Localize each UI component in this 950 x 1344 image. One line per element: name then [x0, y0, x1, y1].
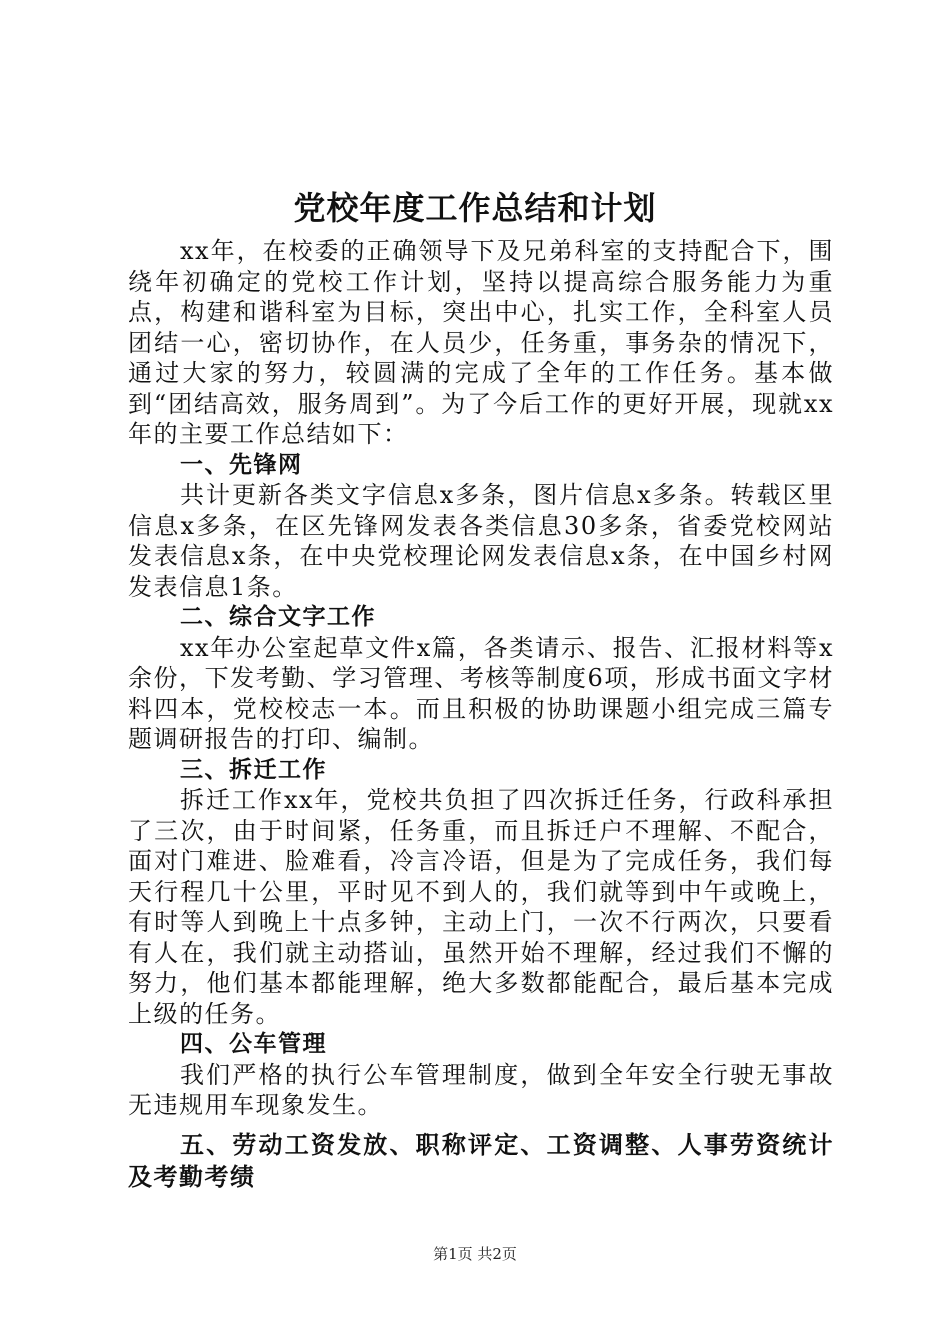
section-heading-5: 五、劳动工资发放、职称评定、工资调整、人事劳资统计及考勤考绩	[128, 1130, 834, 1191]
section-heading-4: 四、公车管理	[180, 1031, 327, 1057]
section-paragraph-3: 拆迁工作xx年，党校共负担了四次拆迁任务，行政科承担了三次，由于时间紧，任务重，而且拆迁户不理解、不配合，面对门难进、脸难看，冷言冷语，但是为了完成任务，我们每天行程几十公里，平时见不到人的，我们就等到中午或晚上，有时等人到晚上十点多钟，主动上门，一次不行两次，只要看有人在，我们就主动搭讪，虽然开始不理解，经过我们不懈的努力，他们基本都能理解，绝大多数都能配合，最后基本完成上级的任务。	[128, 786, 834, 1028]
section-paragraph-1: 共计更新各类文字信息x多条，图片信息x多条。转载区里信息x多条，在区先锋网发表各类信息30多条，省委党校网站发表信息x条，在中央党校理论网发表信息x条，在中国乡村网发表信息1条。	[128, 481, 834, 601]
document-body	[128, 236, 834, 1193]
document-title: 党校年度工作总结和计划	[293, 189, 657, 227]
section-heading-2: 二、综合文字工作	[180, 604, 376, 630]
section-heading-1: 一、先锋网	[180, 451, 303, 478]
section-heading-3: 三、拆迁工作	[180, 756, 327, 783]
section-paragraph-2: xx年办公室起草文件x篇，各类请示、报告、汇报材料等x余份，下发考勤、学习管理、考核等制度6项，形成书面文字材料四本，党校校志一本。而且积极的协助课题小组完成三篇专题调研报告的打印、编制。	[128, 633, 834, 753]
intro-paragraph: xx年，在校委的正确领导下及兄弟科室的支持配合下，围绕年初确定的党校工作计划，坚持以提高综合服务能力为重点，构建和谐科室为目标，突出中心，扎实工作，全科室人员团结一心，密切协作，在人员少，任务重，事务杂的情况下，通过大家的努力，较圆满的完成了全年的工作任务。基本做到“团结高效，服务周到”。为了今后工作的更好开展，现就xx年的主要工作总结如下：	[128, 237, 834, 448]
section-paragraph-4: 我们严格的执行公车管理制度，做到全年安全行驶无事故无违规用车现象发生。	[128, 1060, 834, 1119]
page-footer: 第1页 共2页	[433, 1245, 517, 1263]
